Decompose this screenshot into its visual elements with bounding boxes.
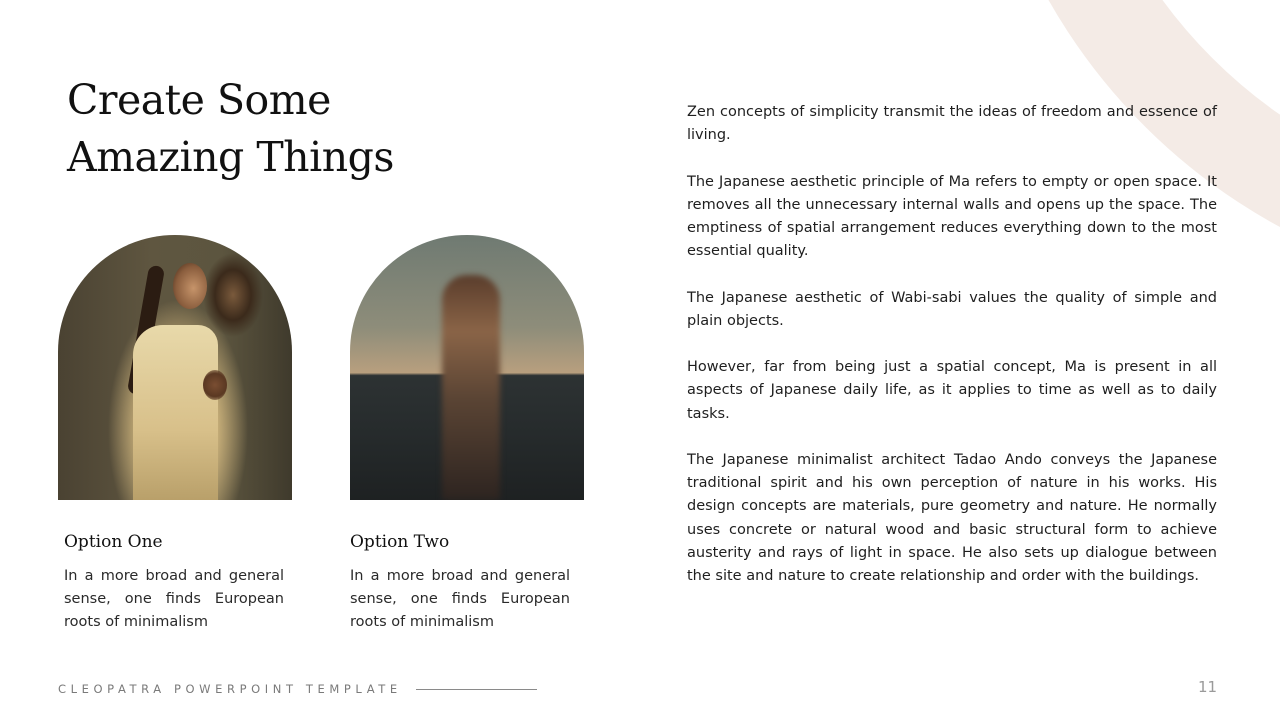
title-line-1: Create Some: [67, 76, 331, 124]
body-paragraph: The Japanese aesthetic of Wabi-sabi values the quality of simple and plain objects.: [687, 289, 1217, 329]
photo-detail: [203, 370, 227, 400]
footer-divider: [416, 689, 537, 690]
option-two-title: Option Two: [350, 532, 450, 552]
option-one-description: In a more broad and general sense, one finds European roots of minimalism: [64, 568, 284, 630]
body-paragraph: The Japanese minimalist architect Tadao Ando conveys the Japanese traditional spirit and his own perception of nature in his works. His design concepts are materials, pure geometry and nature. He normally uses concrete or natural wood and basic structural form to achieve austerity and rays of light in space. He also sets up dialogue between the site and nature to create relationship and order with the buildings.: [687, 451, 1217, 584]
option-two-photo: [350, 235, 584, 500]
title-line-2: Amazing Things: [67, 133, 394, 181]
option-one-photo: [58, 235, 292, 500]
slide-title: [67, 72, 394, 186]
page-number: 11: [1198, 678, 1218, 696]
body-text: [687, 101, 1217, 611]
body-paragraph: Zen concepts of simplicity transmit the ideas of freedom and essence of living.: [687, 104, 1217, 144]
photo-detail: [442, 275, 500, 500]
option-one-title: Option One: [64, 532, 163, 552]
footer-label: CLEOPATRA POWERPOINT TEMPLATE: [58, 682, 402, 696]
option-two-description: In a more broad and general sense, one finds European roots of minimalism: [350, 568, 570, 630]
body-paragraph: The Japanese aesthetic principle of Ma refers to empty or open space. It removes all the unnecessary internal walls and opens up the space. The emptiness of spatial arrangement reduces everything down to the most essential quality.: [687, 173, 1217, 260]
body-paragraph: However, far from being just a spatial concept, Ma is present in all aspects of Japanese daily life, as it applies to time as well as to daily tasks.: [687, 359, 1217, 422]
photo-detail: [133, 325, 218, 500]
photo-detail: [173, 263, 207, 309]
